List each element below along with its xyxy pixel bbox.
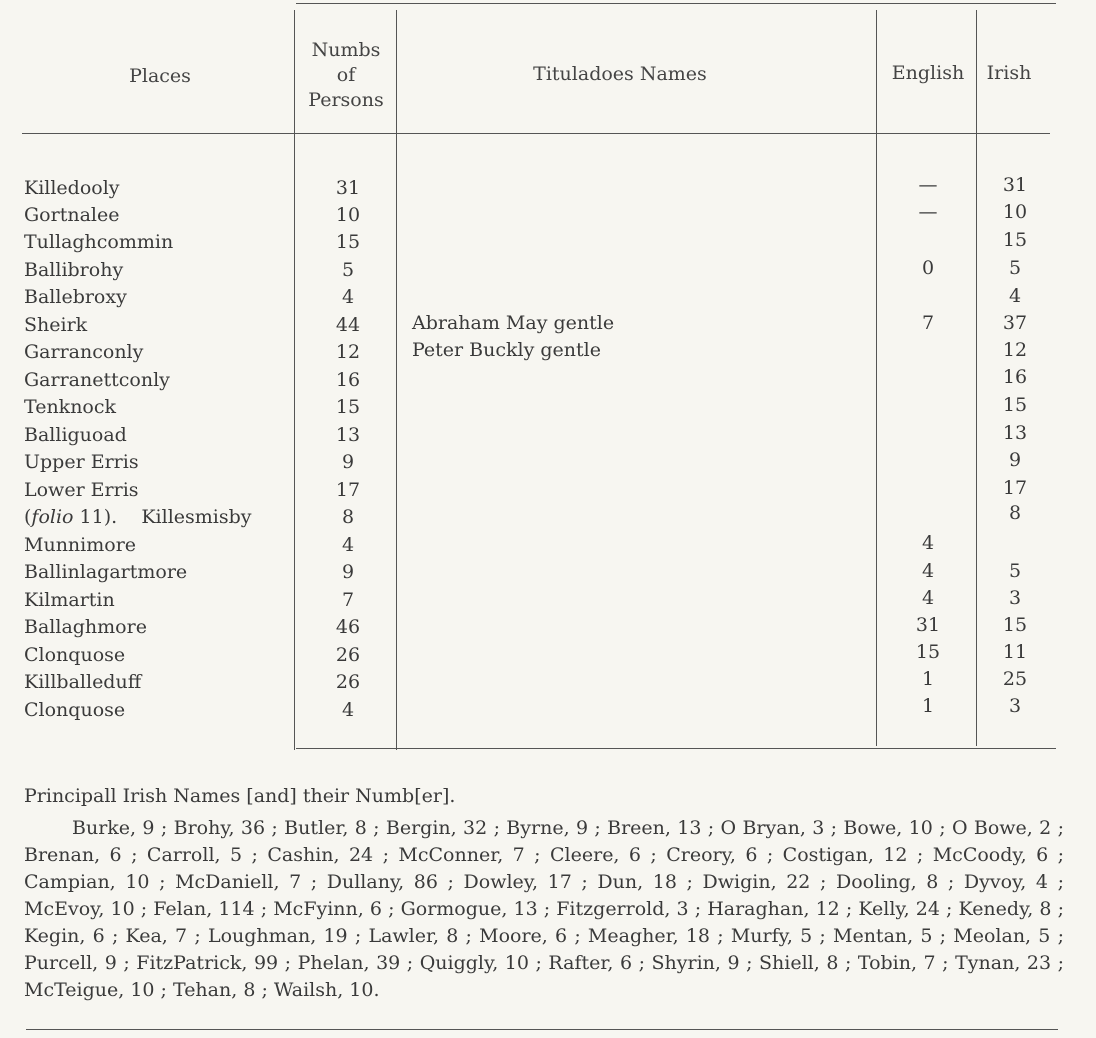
- table-row-tituladoes: Peter Buckly gentle: [412, 339, 601, 361]
- table-row-place: Clonquose: [24, 699, 126, 721]
- table-row-place: Tenknock: [24, 396, 117, 418]
- header-irish: Irish: [986, 62, 1032, 84]
- folio-rest: 11).: [73, 506, 118, 528]
- table-row-place: Killedooly: [24, 177, 120, 199]
- table-row-place: Garranettconly: [24, 369, 170, 391]
- table-row-english: 31: [915, 614, 941, 636]
- table-row-persons: 26: [335, 671, 361, 693]
- table-row-place: Ballibrohy: [24, 259, 124, 281]
- table-row-place: Sheirk: [24, 314, 88, 336]
- table-row-persons: 31: [335, 177, 361, 199]
- header-english: English: [891, 62, 965, 84]
- table-row-place: Clonquose: [24, 644, 126, 666]
- table-row-persons: 10: [335, 204, 361, 226]
- table-row-irish: 4: [1008, 285, 1022, 307]
- table-row-english: 1: [921, 695, 935, 717]
- folio-place: Killesmisby: [141, 506, 252, 528]
- table-row-tituladoes: Abraham May gentle: [412, 312, 615, 334]
- table-row-persons: 44: [335, 314, 361, 336]
- table-row-persons: 4: [341, 286, 355, 308]
- table-row-irish: 15: [1002, 394, 1028, 416]
- table-row-place: Balliguoad: [24, 424, 127, 446]
- column-divider-places: [294, 10, 295, 750]
- table-row-place: Killballeduff: [24, 671, 142, 693]
- irish-names-list: Burke, 9 ; Brohy, 36 ; Butler, 8 ; Bergin, 32 ; Byrne, 9 ; Breen, 13 ; O Bryan, 3 ; Bowe, 10 ; O Bowe, 2 ; Brenan, 6 ; Carroll, 5 ; Cashin, 24 ; McConner, 7 ; Cleere, 6 ; Creory, 6 ; Costigan, 12 ; McCoody, 6 ; Campian, 10 ; McDaniell, 7 ; Dullany, 86 ; Dowley, 17 ; Dun, 18 ; Dwigin, 22 ; Dooling, 8 ; Dyvoy, 4 ; McEvoy, 10 ; Felan, 114 ; McFyinn, 6 ; Gormogue, 13 ; Fitzgerrold, 3 ; Haraghan, 12 ; Kelly, 24 ; Kenedy, 8 ; Kegin, 6 ; Kea, 7 ; Loughman, 19 ; Lawler, 8 ; Moore, 6 ; Meagher, 18 ; Murfy, 5 ; Mentan, 5 ; Meolan, 5 ; Purcell, 9 ; FitzPatrick, 99 ; Phelan, 39 ; Quiggly, 10 ; Rafter, 6 ; Shyrin, 9 ; Shiell, 8 ; Tobin, 7 ; Tynan, 23 ; McTeigue, 10 ; Tehan, 8 ; Wailsh, 10.: [24, 817, 1064, 1001]
- table-row-place: Ballebroxy: [24, 286, 127, 308]
- table-row-irish: 8: [1008, 502, 1022, 524]
- table-row-irish: 16: [1002, 366, 1028, 388]
- table-row-persons: 16: [335, 369, 361, 391]
- irish-names-heading: Principall Irish Names [and] their Numb[er].: [24, 785, 456, 807]
- table-row-place: Lower Erris: [24, 479, 139, 501]
- table-row-english: 4: [921, 587, 935, 609]
- table-row-english: 1: [921, 668, 935, 690]
- table-row-place: Upper Erris: [24, 451, 139, 473]
- table-row-irish: 17: [1002, 477, 1028, 499]
- header-places: Places: [129, 65, 191, 87]
- folio-open: (: [24, 506, 32, 528]
- table-row-place: Kilmartin: [24, 589, 115, 611]
- table-row-place: Tullaghcommin: [24, 231, 174, 253]
- table-row-irish: 5: [1008, 257, 1022, 279]
- table-row-place: Garranconly: [24, 341, 144, 363]
- table-row-persons: 17: [335, 479, 361, 501]
- table-row-persons: 7: [341, 589, 355, 611]
- column-divider-persons: [396, 10, 397, 750]
- table-row-irish: 3: [1008, 587, 1022, 609]
- table-row-english: 4: [921, 532, 935, 554]
- table-row-place: Ballaghmore: [24, 616, 147, 638]
- table-row-english: 4: [921, 560, 935, 582]
- table-row-place-folio: [24, 506, 252, 528]
- table-row-irish: 5: [1008, 560, 1022, 582]
- page-bottom-rule: [26, 1029, 1058, 1030]
- table-row-persons: 46: [335, 616, 361, 638]
- table-row-irish: 15: [1002, 229, 1028, 251]
- header-bottom-rule: [22, 133, 1050, 134]
- table-row-place: Ballinlagartmore: [24, 561, 188, 583]
- table-row-english: 7: [921, 312, 935, 334]
- table-row-persons: 15: [335, 231, 361, 253]
- table-row-place: Gortnalee: [24, 204, 120, 226]
- table-row-irish: 11: [1002, 641, 1028, 663]
- table-row-irish: 9: [1008, 449, 1022, 471]
- table-row-irish: 31: [1002, 174, 1028, 196]
- table-row-irish: 37: [1002, 312, 1028, 334]
- table-row-persons: 12: [335, 341, 361, 363]
- table-row-irish: 12: [1002, 339, 1028, 361]
- table-row-persons: 4: [341, 534, 355, 556]
- table-row-persons: 4: [341, 699, 355, 721]
- irish-names-section: [24, 783, 1064, 1004]
- table-row-irish: 3: [1008, 695, 1022, 717]
- table-row-irish: 13: [1002, 422, 1028, 444]
- header-persons: Numbs of Persons: [308, 39, 384, 111]
- table-row-persons: 15: [335, 396, 361, 418]
- table-bottom-rule: [296, 748, 1056, 749]
- table-row-irish: 25: [1002, 668, 1028, 690]
- table-row-persons: 26: [335, 644, 361, 666]
- table-row-place: Munnimore: [24, 534, 137, 556]
- folio-word: folio: [31, 506, 74, 528]
- header-tituladoes: Tituladoes Names: [533, 63, 707, 85]
- column-divider-tituladoes: [876, 10, 877, 746]
- column-divider-english: [976, 10, 977, 746]
- table-row-irish: 15: [1002, 614, 1028, 636]
- table-row-persons: 9: [341, 561, 355, 583]
- table-row-persons: 13: [335, 424, 361, 446]
- table-row-english: —: [918, 174, 938, 196]
- table-row-english: 0: [921, 257, 935, 279]
- table-row-persons: 8: [341, 506, 355, 528]
- table-row-persons: 5: [341, 259, 355, 281]
- table-row-english: 15: [915, 641, 941, 663]
- table-row-english: —: [918, 201, 938, 223]
- table-top-rule: [296, 3, 1056, 4]
- table-row-irish: 10: [1002, 201, 1028, 223]
- table-row-persons: 9: [341, 451, 355, 473]
